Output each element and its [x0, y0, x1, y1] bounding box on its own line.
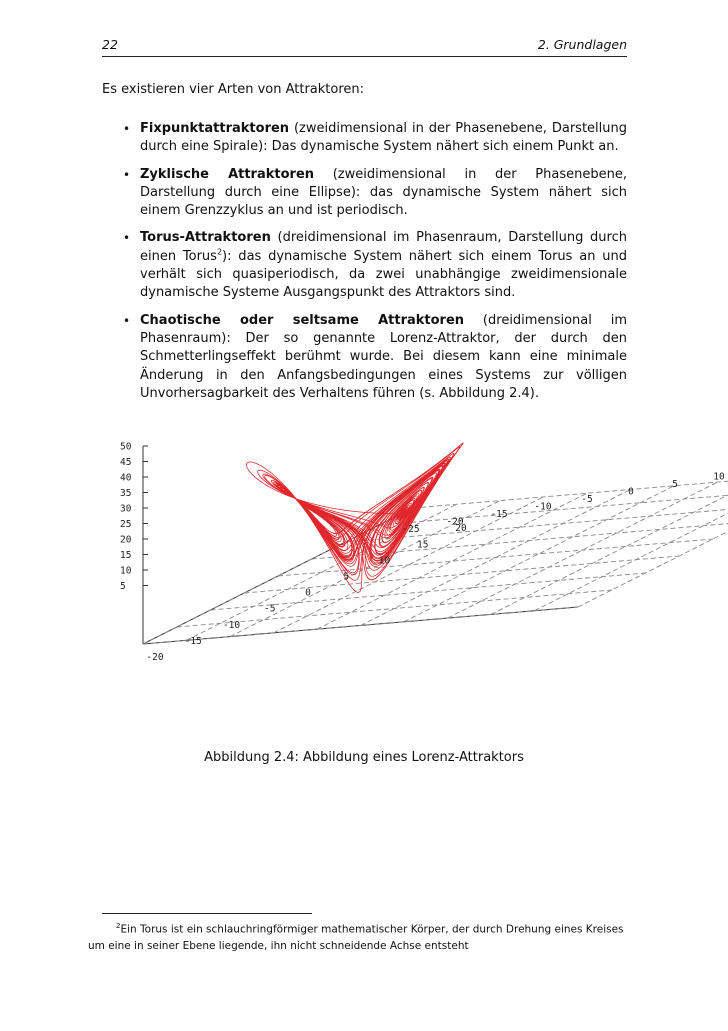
z-tick-label: 40: [120, 472, 132, 484]
description: (zweidimensional in der Phasenebene, Darstellung durch eine Spirale): Das dynamische System nähert sich einem Punkt an.: [140, 121, 627, 155]
y-tick-label: 5: [672, 479, 678, 490]
running-header: [88, 37, 627, 57]
footnote-text: Ein Torus ist ein schlauchringförmiger mathematischer Körper, der durch Drehung eines Kreises um eine in seiner Ebene liegende, ihn nicht schneidende Achse entsteht: [88, 923, 624, 952]
footnote-mark: 2: [116, 922, 121, 930]
z-tick-label: 35: [120, 488, 132, 499]
x-tick-label: -10: [222, 619, 241, 631]
y-tick-label: -25: [402, 524, 420, 535]
description: (dreidimensional im Phasenraum, Darstellung durch einen Torus: [140, 230, 627, 264]
y-tick-label: 0: [628, 486, 634, 498]
z-tick-label: 25: [120, 519, 132, 530]
bullet-icon: •: [123, 313, 131, 328]
x-tick-label: 0: [305, 587, 311, 599]
x-tick-label: -5: [264, 603, 276, 615]
footnote-rule: [102, 913, 312, 914]
x-tick-label: -15: [184, 635, 202, 647]
y-tick-label: -10: [534, 501, 552, 513]
term: Fixpunktattraktoren: [140, 121, 290, 136]
floor-grid: [143, 471, 728, 644]
footnote: [88, 918, 627, 954]
z-tick-label: 20: [120, 534, 132, 546]
intro-paragraph: Es existieren vier Arten von Attraktoren:: [102, 82, 365, 97]
list-item: [102, 312, 627, 403]
figure-caption: Abbildung 2.4: Abbildung eines Lorenz-Attraktors: [204, 750, 524, 765]
x-tick-label: -20: [146, 652, 164, 663]
bullet-icon: •: [123, 122, 131, 136]
z-tick-label: 10: [120, 565, 132, 577]
x-tick-label: 5: [343, 571, 350, 583]
x-tick-label: 20: [455, 523, 467, 535]
header-rule: [102, 56, 627, 57]
chapter-title: 2. Grundlagen: [537, 37, 627, 52]
term: Zyklische Attraktoren: [140, 166, 315, 182]
z-tick-label: 30: [120, 503, 132, 515]
tick-labels: [120, 442, 728, 664]
description-continued: ): das dynamische System nähert sich einem Torus an und verhält sich quasiperiodisch, da zwei unabhängige zweidimensionale dynamische Systeme Ausgangspunkt des Attraktors sind.: [140, 248, 628, 301]
bullet-icon: •: [123, 167, 131, 182]
term: Torus-Attraktoren: [140, 230, 271, 246]
description: (dreidimensional im Phasenraum): Der so genannte Lorenz-Attraktor, der durch den Schmetterlingseffekt berühmt wurde. Bei diesem kann eine minimale Änderung in den Anfangsbedingungen eines Systems zur völligen Unvorhersagbarkeit des Verhaltens führen (s. Abbildung 2.4).: [140, 312, 628, 401]
y-tick-label: -5: [581, 494, 593, 505]
list-item: [102, 166, 627, 221]
grid-line-y: [578, 471, 728, 607]
z-tick-label: 50: [120, 441, 132, 453]
bullet-icon: •: [123, 231, 131, 246]
list-item: [102, 120, 627, 157]
footnote-reference[interactable]: 2: [216, 247, 223, 257]
y-tick-label: -15: [490, 509, 508, 520]
grid-line-y: [317, 493, 587, 629]
y-tick-label: -20: [446, 516, 464, 528]
x-tick-label: 10: [378, 555, 391, 567]
z-tick-label: 45: [120, 457, 132, 468]
lorenz-attractor-plot: [112, 432, 725, 724]
z-tick-label: 15: [120, 550, 132, 561]
grid-line-x: [177, 587, 612, 627]
list-item: [102, 229, 627, 302]
z-tick-label: 5: [120, 581, 126, 592]
y-tick-label: 10: [713, 471, 725, 483]
x-tick-label: 15: [417, 539, 429, 551]
grid-line-x: [413, 471, 728, 508]
lorenz-figure: [112, 432, 725, 724]
page-number: 22: [102, 37, 118, 52]
term: Chaotische oder seltsame Attraktoren: [140, 312, 465, 328]
attractor-list: [102, 120, 627, 412]
description: (zweidimensional in der Phasenebene, Darstellung durch eine Ellipse): das dynamische System nähert sich einem Grenzzyklus an und ist periodisch.: [140, 166, 627, 219]
